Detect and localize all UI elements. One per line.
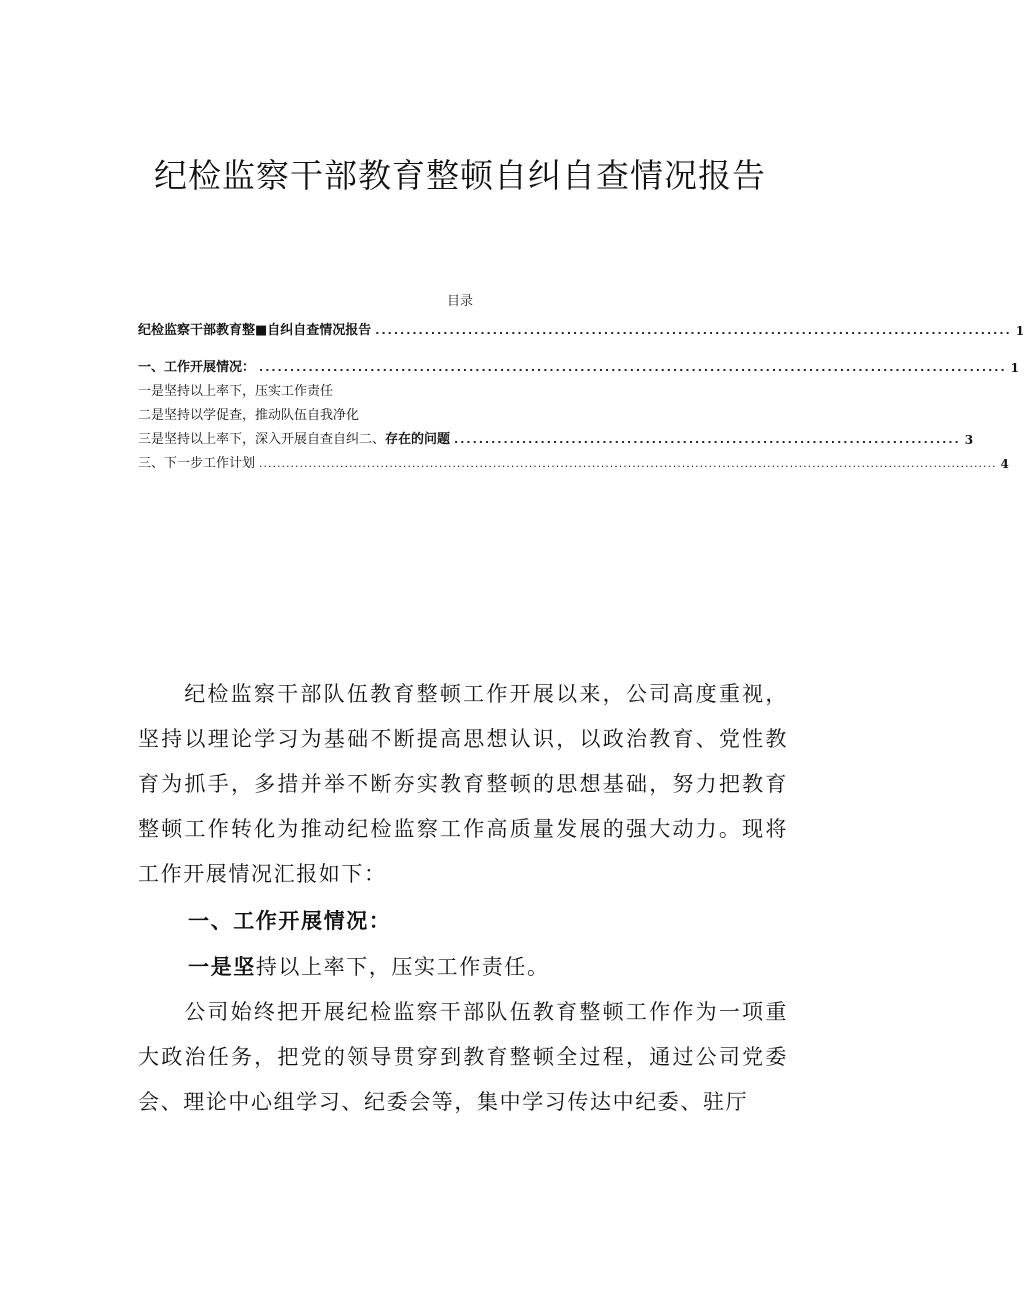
- toc-entry-label-bold: 存在的问题: [385, 432, 451, 447]
- toc-page-number: 3: [964, 433, 974, 447]
- intro-paragraph: 纪检监察干部队伍教育整顿工作开展以来，公司高度重视，坚持以理论学习为基础不断提高思想认识，以政治教育、党性教育为抓手，多措并举不断夯实教育整顿的思想基础，努力把教育整顿工作转化为推动纪检监察工作高质量发展的强大动力。现将工作开展情况汇报如下：: [138, 682, 788, 886]
- section-heading: 一、工作开展情况：: [188, 909, 392, 933]
- toc-entry[interactable]: [138, 359, 1019, 377]
- toc-leader-dots: ....................................................................................................................................................................: [259, 457, 997, 470]
- body-paragraph: 公司始终把开展纪检监察干部队伍教育整顿工作作为一项重大政治任务，把党的领导贯穿到教育整顿全过程，通过公司党委会、理论中心组学习、纪委会等，集中学习传达中纪委、驻厅: [138, 1000, 788, 1114]
- toc-heading: 目录: [446, 294, 473, 309]
- toc-entry-label: 三、下一步工作计划: [138, 456, 256, 471]
- toc-entry[interactable]: [138, 455, 1009, 473]
- toc-entry-label: 一、工作开展情况：: [138, 360, 256, 375]
- toc-leader-dots: ..................................................................................: [454, 433, 961, 446]
- toc-entry[interactable]: [138, 383, 780, 401]
- toc-page-number: 1: [1010, 361, 1019, 375]
- subsection-lead: 一是坚: [188, 955, 256, 979]
- toc-entry-label: 纪检监察干部教育整■自纠自查情况报告: [138, 323, 372, 338]
- toc-entry-label: 一是坚持以上率下，压实工作责任: [138, 384, 334, 399]
- toc-entry[interactable]: [138, 322, 1024, 340]
- toc-leader-dots: .......................................................................................................: [375, 324, 1012, 337]
- toc-page-number: 1: [1015, 324, 1024, 338]
- toc-leader-dots: .........................................................................................................................: [259, 361, 1007, 374]
- toc-entry-label-prefix: 三是坚持以上率下，深入开展自查自纠二、: [138, 432, 386, 447]
- subsection-rest: 持以上率下，压实工作责任。: [255, 955, 550, 979]
- document-title: 纪检监察干部教育整顿自纠自查情况报告: [154, 156, 766, 195]
- toc-entry[interactable]: [138, 431, 974, 449]
- toc-page-number: 4: [1000, 457, 1009, 471]
- document-body: [138, 672, 788, 1125]
- subsection-heading: [138, 945, 788, 990]
- toc-entry[interactable]: [138, 407, 780, 425]
- toc-entry-label: [138, 431, 450, 449]
- toc-entry-label: 二是坚持以学促查，推动队伍自我净化: [138, 408, 360, 423]
